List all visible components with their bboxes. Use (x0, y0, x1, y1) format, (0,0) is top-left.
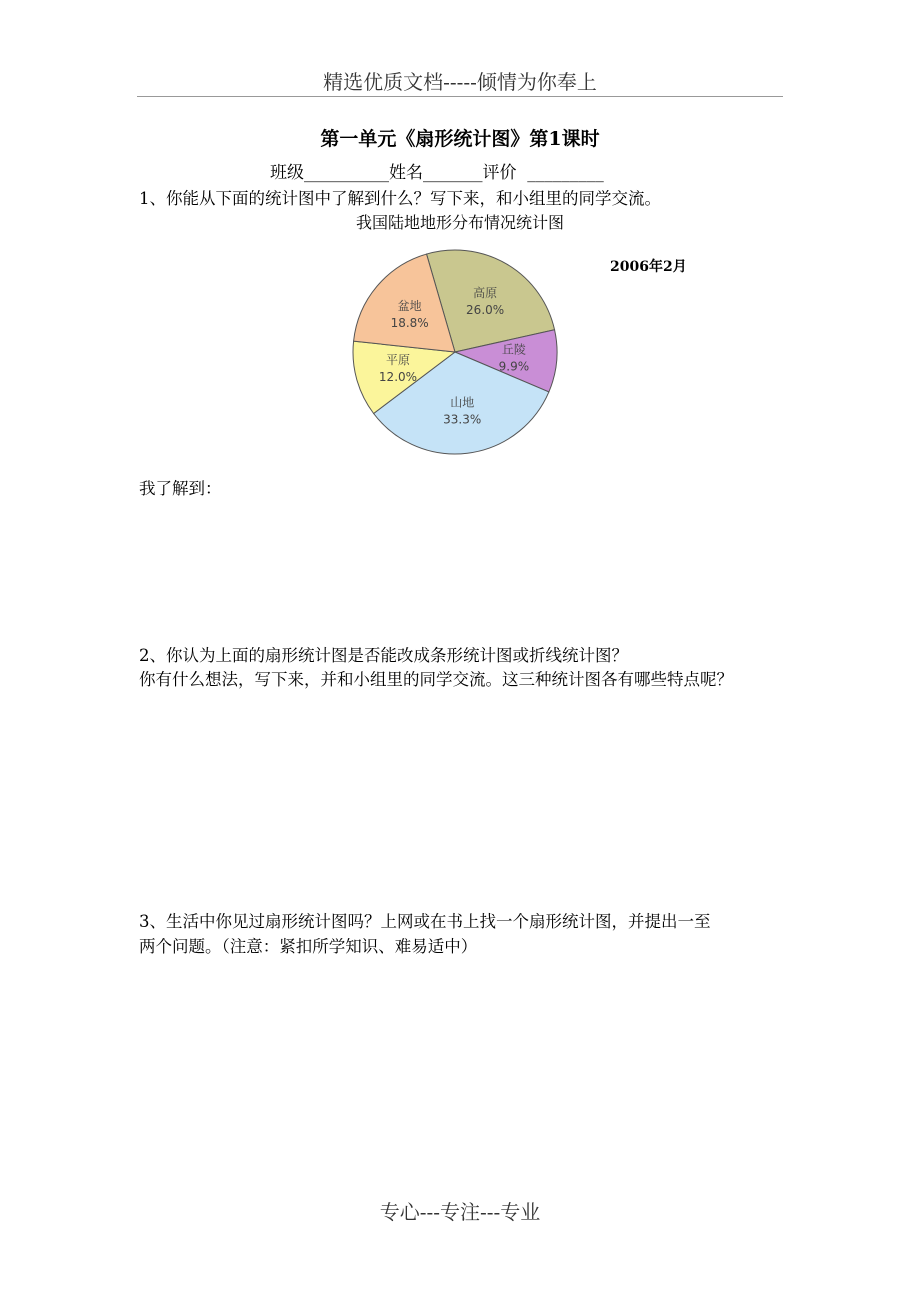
pie-slice-value-1: 9.9% (498, 359, 530, 374)
page-title: 第一单元《扇形统计图》第1课时 (320, 128, 600, 150)
page-header: 精选优质文档-----倾情为你奉上 (323, 70, 597, 94)
pie-slice-name-4: 盆地 (397, 299, 422, 314)
pie-slice-name-1: 丘陵 (501, 342, 526, 357)
pie-slice-value-3: 12.0% (378, 369, 418, 384)
pie-slice-value-2: 33.3% (443, 412, 482, 427)
header-divider (137, 96, 783, 97)
pie-chart (340, 240, 570, 470)
pie-slice-name-0: 高原 (473, 286, 498, 301)
chart-title: 我国陆地地形分布情况统计图 (355, 213, 564, 232)
learned-prompt: 我了解到： (139, 479, 222, 498)
question-3-line-2: 两个问题。（注意：紧扣所学知识、难易适中） (139, 937, 478, 956)
question-3-line-1: 3、生活中你见过扇形统计图吗？上网或在书上找一个扇形统计图，并提出一至 (139, 912, 711, 931)
question-2-line-1: 2、你认为上面的扇形统计图是否能改成条形统计图或折线统计图？ (139, 646, 628, 665)
question-1: 1、你能从下面的统计图中了解到什么？写下来，和小组里的同学交流。 (139, 189, 661, 208)
question-2-line-2: 你有什么想法，写下来，并和小组里的同学交流。这三种统计图各有哪些特点呢？ (139, 670, 733, 689)
pie-slice-value-0: 26.0% (466, 303, 505, 318)
page-footer: 专心---专注---专业 (379, 1200, 541, 1224)
pie-slice-name-2: 山地 (450, 395, 475, 410)
pie-slice-value-4: 18.8% (390, 316, 429, 331)
pie-slice-name-3: 平原 (385, 352, 410, 367)
chart-date: 2006年2月 (610, 259, 687, 275)
info-fields: 班级__________姓名_______评价 _________ (270, 163, 604, 183)
